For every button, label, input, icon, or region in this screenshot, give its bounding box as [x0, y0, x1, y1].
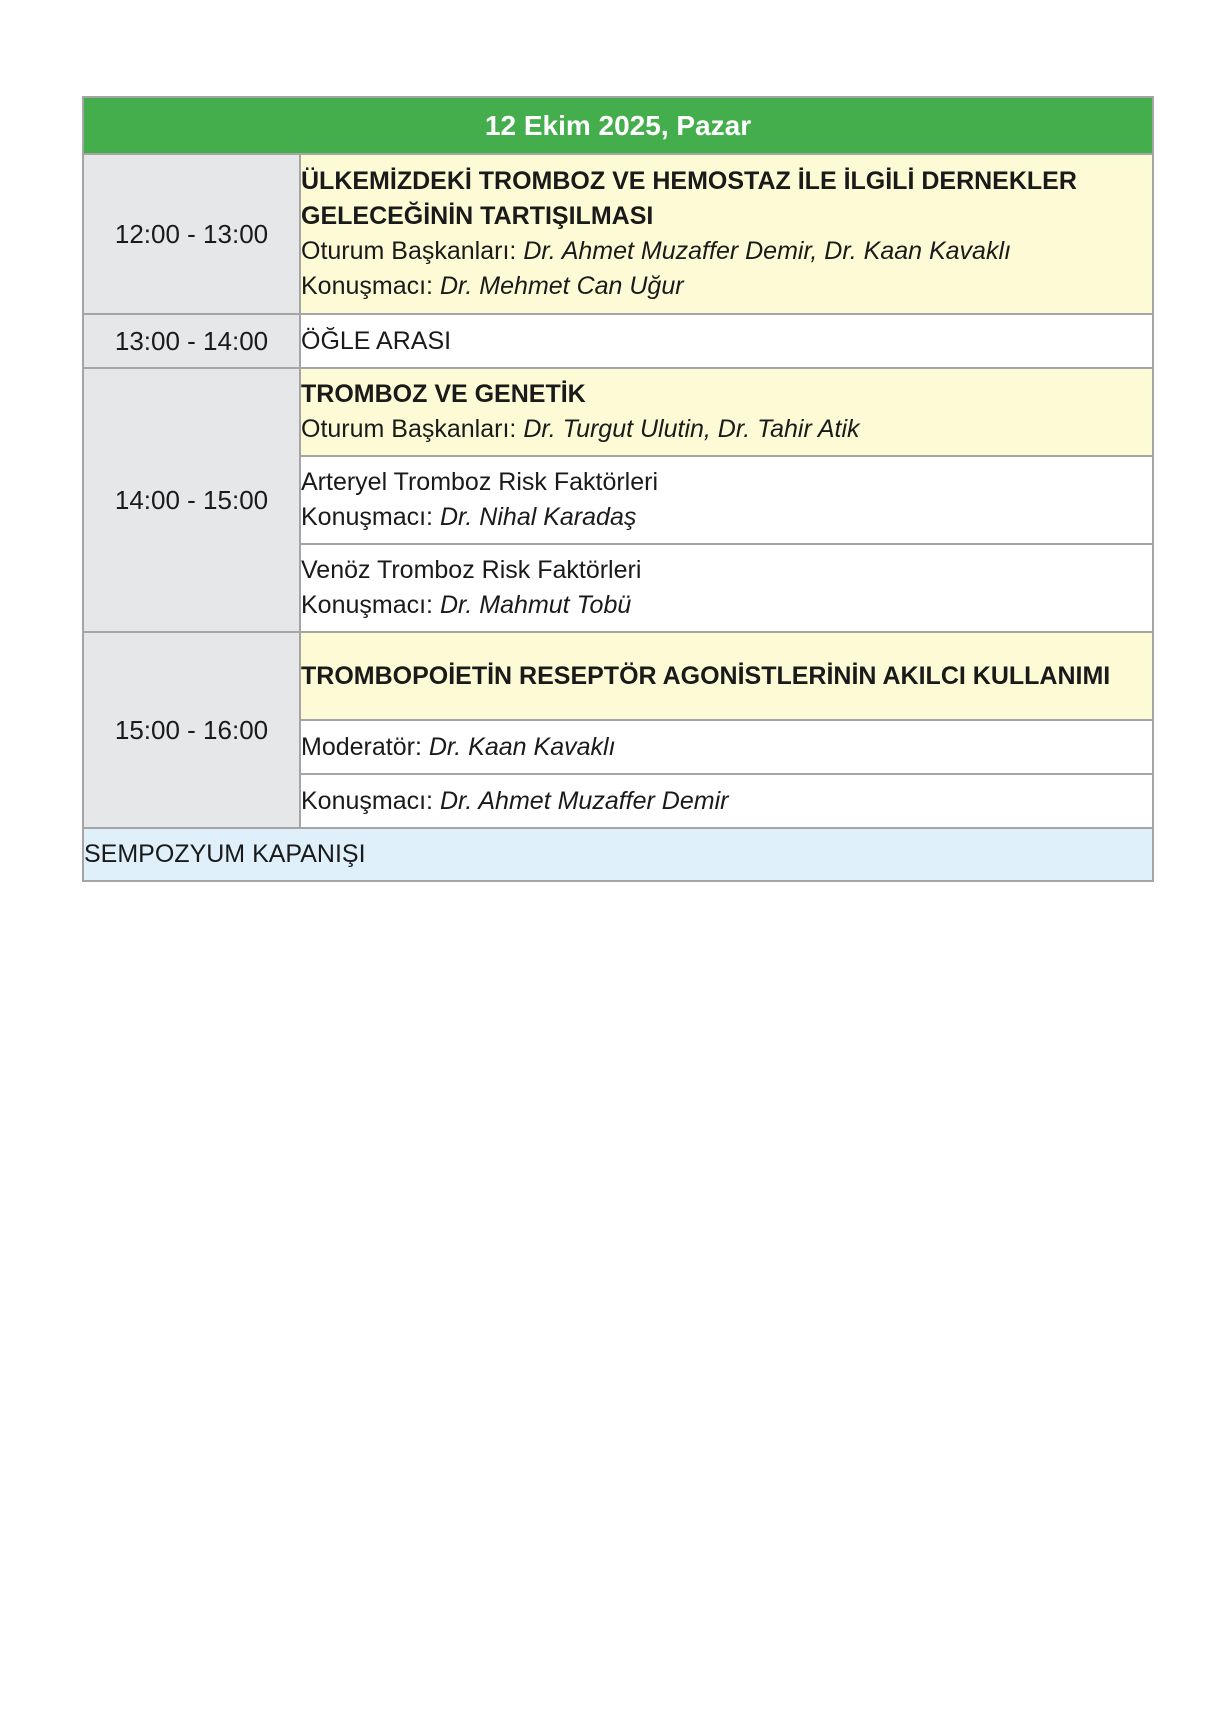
- session-title: ÜLKEMİZDEKİ TROMBOZ VE HEMOSTAZ İLE İLGİLİ DERNEKLER GELECEĞİNİN TARTIŞILMASI: [301, 167, 1077, 230]
- session-cell: [300, 154, 1153, 314]
- session-chairs: [301, 412, 1152, 447]
- moderator-name: Dr. Kaan Kavaklı: [428, 732, 616, 761]
- closing-row: [83, 828, 1153, 881]
- talk-cell: [300, 544, 1153, 632]
- break-label: ÖĞLE ARASI: [300, 314, 1153, 368]
- speaker-name: Dr. Mahmut Tobü: [439, 591, 632, 619]
- session-time: 13:00 - 14:00: [83, 314, 300, 368]
- speaker-label: Konuşmacı:: [301, 503, 434, 531]
- talk-speaker: [301, 588, 1152, 623]
- speaker-label: Konuşmacı:: [301, 272, 434, 300]
- speaker-name: Dr. Ahmet Muzaffer Demir: [439, 786, 729, 815]
- program-table: [82, 96, 1154, 882]
- talk-topic: Venöz Tromboz Risk Faktörleri: [301, 556, 642, 584]
- session-speaker: [301, 269, 1152, 304]
- speaker-name: Dr. Mehmet Can Uğur: [439, 272, 684, 300]
- closing-label: SEMPOZYUM KAPANIŞI: [83, 828, 1153, 881]
- session-title: TROMBOPOİETİN RESEPTÖR AGONİSTLERİNİN AKILCI KULLANIMI: [301, 661, 1111, 690]
- day-header: 12 Ekim 2025, Pazar: [83, 97, 1153, 154]
- session-chairs: [301, 234, 1152, 269]
- talk-speaker: [301, 500, 1152, 535]
- chairs-label: Oturum Başkanları:: [301, 237, 517, 265]
- speaker-label: Konuşmacı:: [301, 786, 434, 815]
- moderator-cell: [300, 720, 1153, 774]
- session-row: [83, 368, 1153, 456]
- talk-topic: Arteryel Tromboz Risk Faktörleri: [301, 468, 659, 496]
- day-header-row: [83, 97, 1153, 154]
- session-time: 15:00 - 16:00: [83, 632, 300, 828]
- chairs-names: Dr. Ahmet Muzaffer Demir, Dr. Kaan Kavaklı: [523, 237, 1011, 265]
- session-cell: [300, 632, 1153, 720]
- session-row: [83, 632, 1153, 720]
- chairs-label: Oturum Başkanları:: [301, 415, 517, 443]
- session-time: 14:00 - 15:00: [83, 368, 300, 632]
- speaker-cell: [300, 774, 1153, 828]
- session-row: [83, 154, 1153, 314]
- speaker-name: Dr. Nihal Karadaş: [439, 503, 637, 531]
- session-time: 12:00 - 13:00: [83, 154, 300, 314]
- session-title: TROMBOZ VE GENETİK: [301, 380, 586, 408]
- moderator-label: Moderatör:: [301, 732, 422, 761]
- session-cell: [300, 368, 1153, 456]
- speaker-label: Konuşmacı:: [301, 591, 434, 619]
- talk-cell: [300, 456, 1153, 544]
- break-row: [83, 314, 1153, 368]
- chairs-names: Dr. Turgut Ulutin, Dr. Tahir Atik: [523, 415, 860, 443]
